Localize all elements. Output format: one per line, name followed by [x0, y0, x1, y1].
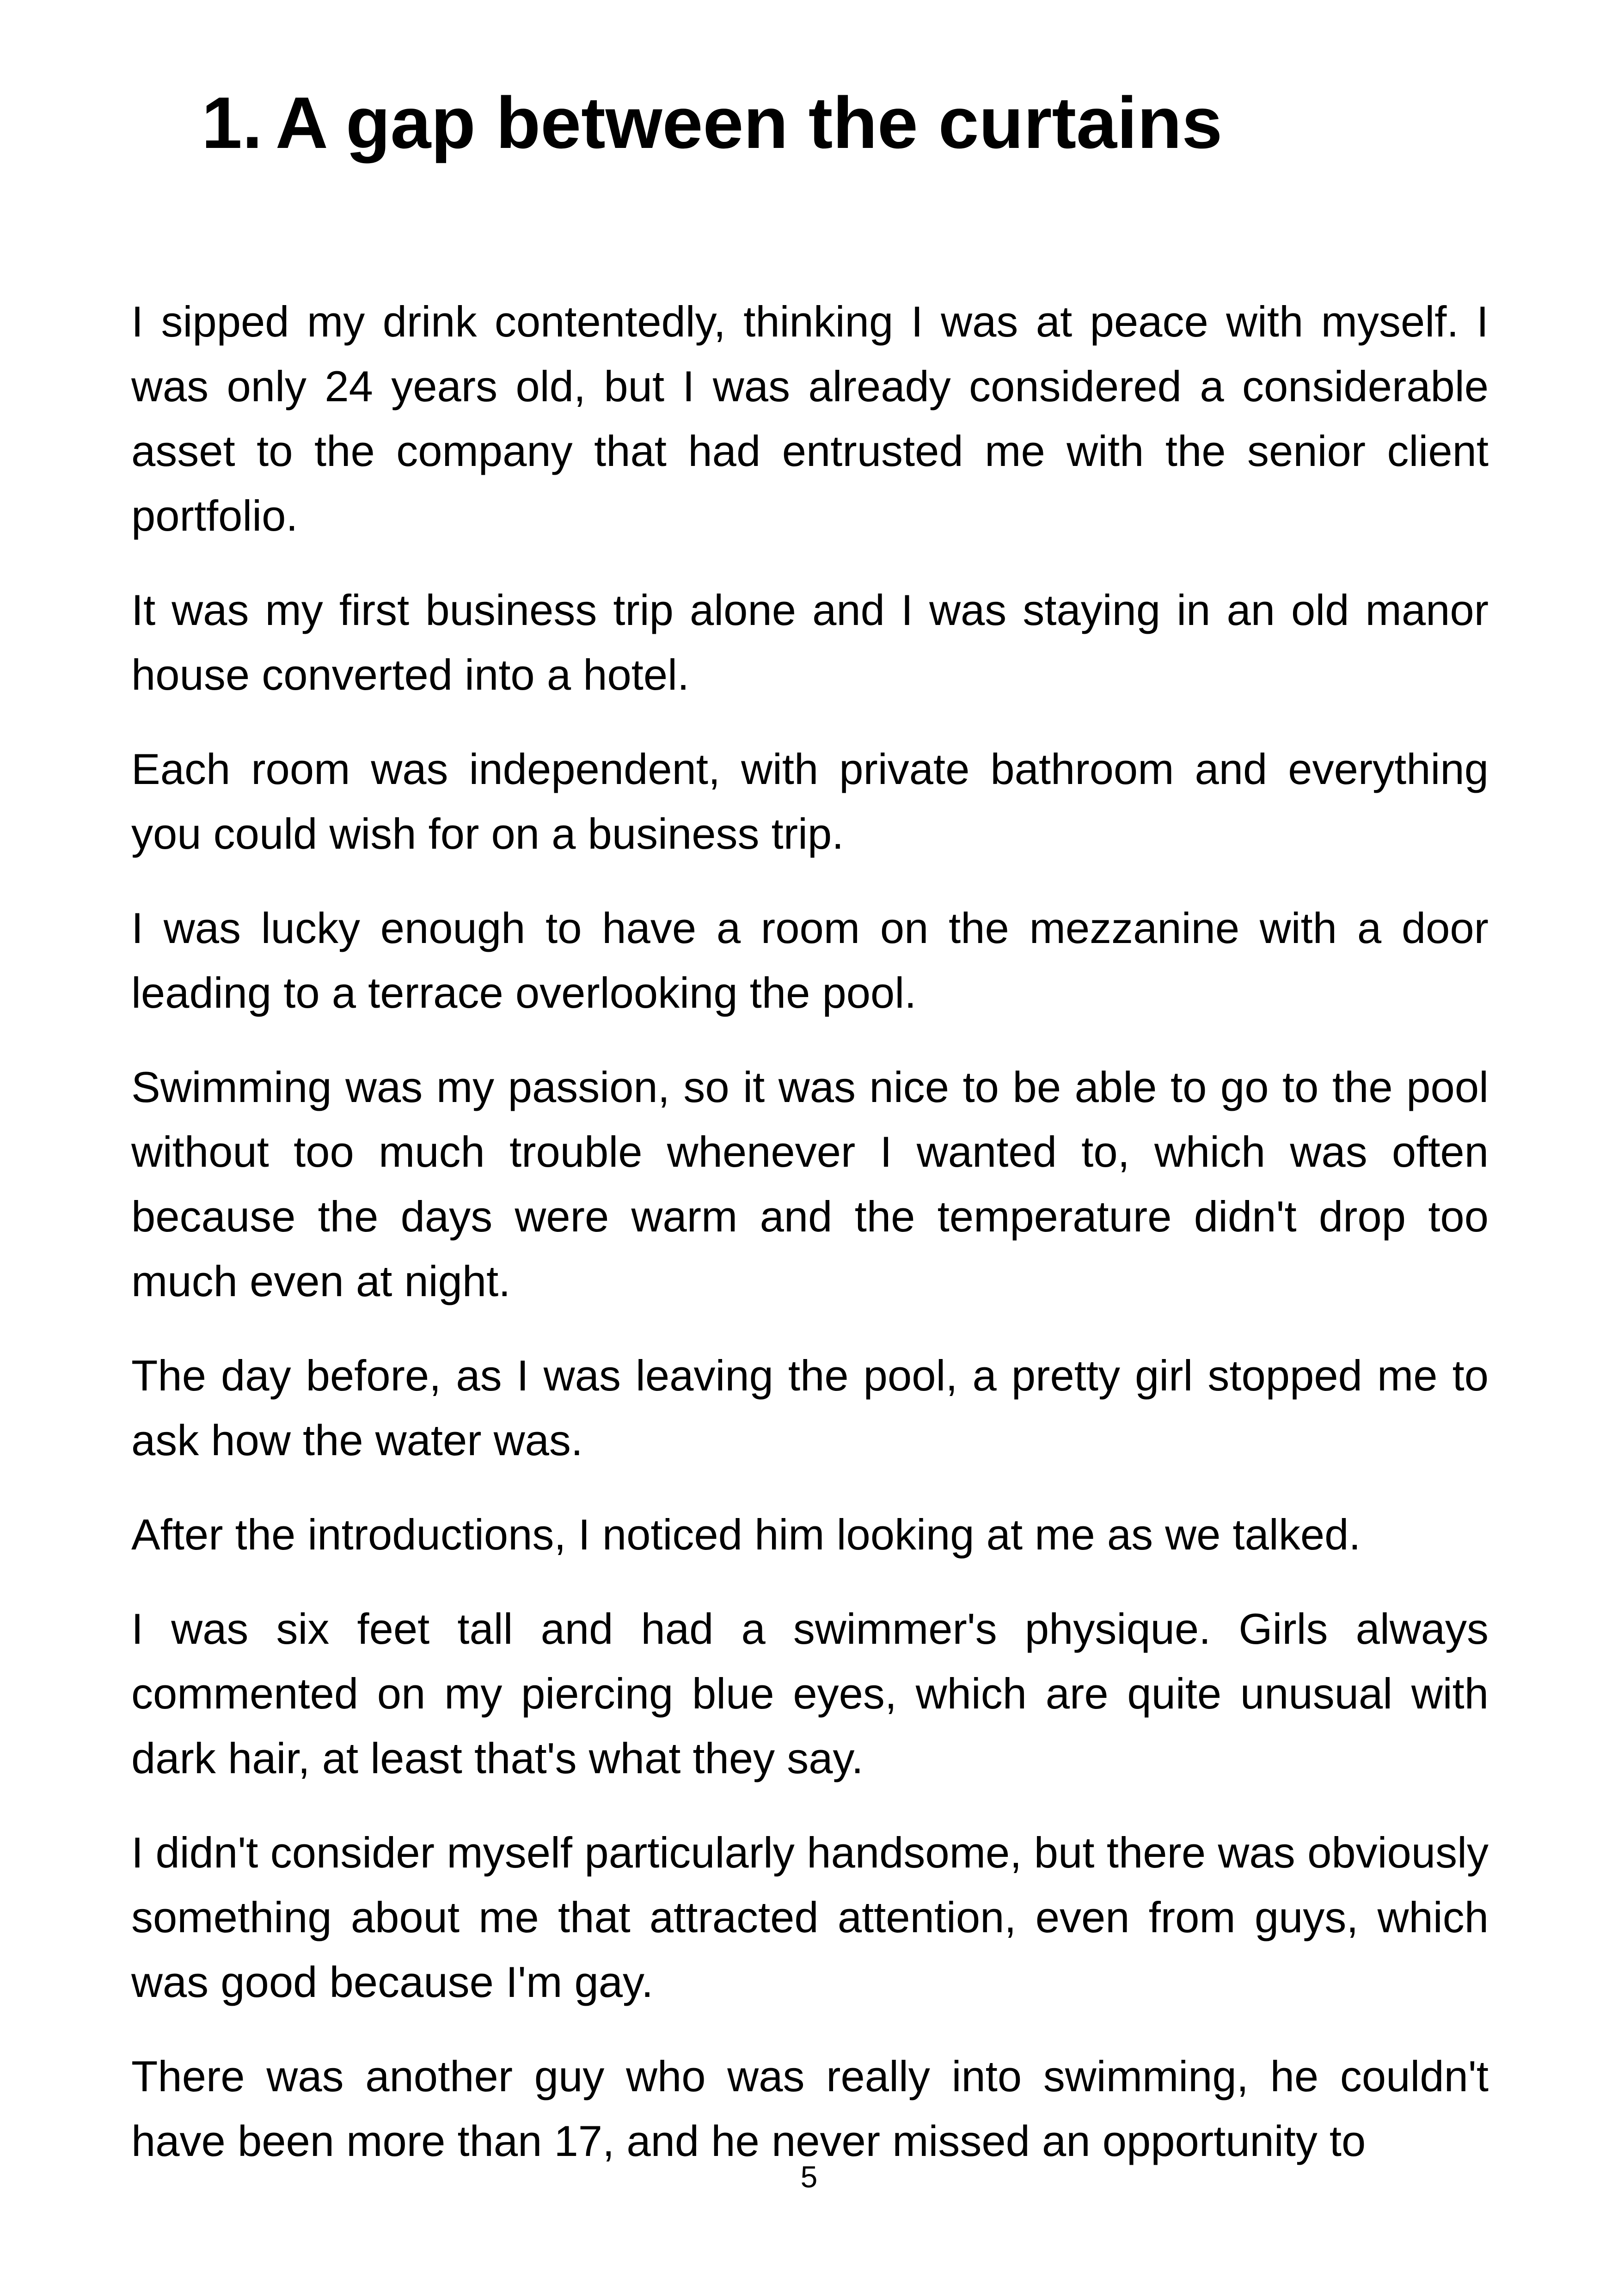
chapter-title — [202, 81, 1222, 165]
paragraph: I was lucky enough to have a room on the mezzanine with a door leading to a terrace overlooking the pool. — [131, 904, 1489, 1017]
paragraph: There was another guy who was really into swimming, he couldn't have been more than 17, and he never missed an opportunity to — [131, 2052, 1489, 2165]
page-number: 5 — [800, 2160, 818, 2194]
paragraph: I was six feet tall and had a swimmer's physique. Girls always commented on my piercing blue eyes, which are quite unusual with dark hair, at least that's what they say. — [131, 1604, 1489, 1782]
chapter-title-text: A gap between the curtains — [275, 82, 1223, 164]
paragraph: It was my first business trip alone and I was staying in an old manor house converted into a hotel. — [131, 586, 1489, 699]
paragraph: I didn't consider myself particularly handsome, but there was obviously something about me that attracted attention, even from guys, which was good because I'm gay. — [131, 1828, 1489, 2006]
paragraph: The day before, as I was leaving the pool, a pretty girl stopped me to ask how the water was. — [131, 1351, 1489, 1464]
chapter-number: 1. — [202, 82, 263, 164]
paragraph: Swimming was my passion, so it was nice to be able to go to the pool without too much trouble whenever I wanted to, which was often because the days were warm and the temperature didn't drop too much even at night. — [131, 1063, 1489, 1305]
paragraph: After the introductions, I noticed him looking at me as we talked. — [131, 1510, 1361, 1559]
paragraph: Each room was independent, with private bathroom and everything you could wish for on a business trip. — [131, 745, 1489, 858]
paragraph: I sipped my drink contentedly, thinking I was at peace with myself. I was only 24 years old, but I was already considered a considerable asset to the company that had entrusted me with the senior client portfolio. — [131, 297, 1489, 540]
body-text — [131, 289, 1489, 2174]
